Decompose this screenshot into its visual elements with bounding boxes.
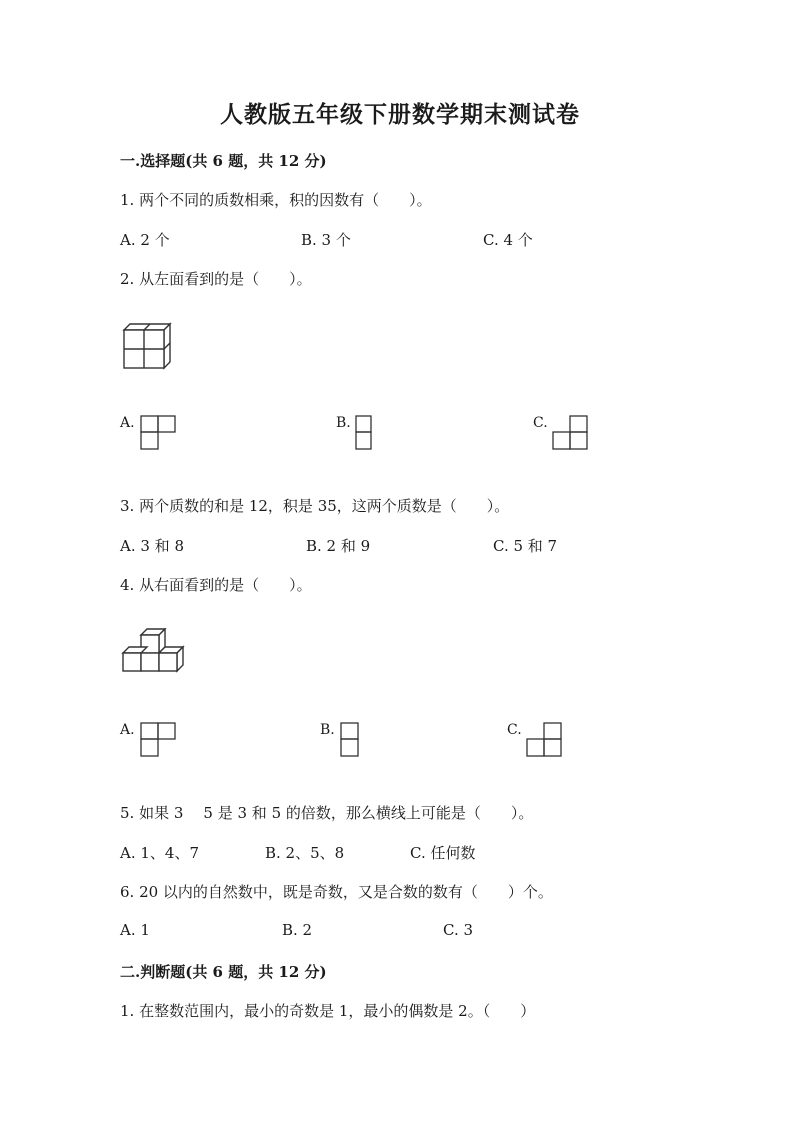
question-4: 4. 从右面看到的是（ ）。 — [120, 576, 312, 594]
cube-pyramid-figure — [120, 628, 188, 678]
q1-option-a[interactable]: A. 2 个 — [120, 231, 170, 249]
q2-cube-figure — [120, 320, 172, 372]
question-1: 1. 两个不同的质数相乘，积的因数有（ ）。 — [120, 191, 432, 209]
question-5 — [120, 802, 533, 823]
q4-option-c[interactable]: C. — [507, 722, 567, 762]
q2-option-b[interactable]: B. — [336, 415, 386, 455]
section-heading-judgement: 二.判断题(共 6 题，共 12 分) — [120, 963, 327, 981]
q5-option-a[interactable]: A. 1、4、7 — [120, 844, 199, 862]
q5-option-c[interactable]: C. 任何数 — [410, 844, 476, 862]
question-3: 3. 两个质数的和是 12，积是 35，这两个质数是（ ）。 — [120, 497, 510, 515]
q5-option-b[interactable]: B. 2、5、8 — [265, 844, 345, 862]
q6-option-b[interactable]: B. 2 — [282, 921, 313, 939]
q2-option-a[interactable]: A. — [120, 415, 180, 455]
q2-option-c-shape — [552, 415, 588, 451]
question-5-text-after: 5 是 3 和 5 的倍数，那么横线上可能是（ ）。 — [203, 804, 534, 822]
q4-option-a-shape — [140, 722, 176, 758]
q2-option-b-shape — [355, 415, 373, 451]
question-2: 2. 从左面看到的是（ ）。 — [120, 270, 312, 288]
q4-option-b-shape — [340, 722, 360, 758]
q4-option-a[interactable]: A. — [120, 722, 180, 762]
judgement-question-1: 1. 在整数范围内，最小的奇数是 1，最小的偶数是 2。（ ） — [120, 1002, 536, 1020]
q6-option-c[interactable]: C. 3 — [443, 921, 474, 939]
q4-option-b[interactable]: B. — [320, 722, 370, 762]
q1-option-c[interactable]: C. 4 个 — [483, 231, 533, 249]
section-heading-choice: 一.选择题(共 6 题，共 12 分) — [120, 152, 327, 170]
q1-option-b[interactable]: B. 3 个 — [301, 231, 351, 249]
page-title: 人教版五年级下册数学期末测试卷 — [220, 101, 580, 128]
q6-option-a[interactable]: A. 1 — [120, 921, 150, 939]
q3-option-b[interactable]: B. 2 和 9 — [306, 537, 371, 555]
q3-option-a[interactable]: A. 3 和 8 — [120, 537, 184, 555]
question-6: 6. 20 以内的自然数中，既是奇数，又是合数的数有（ ）个。 — [120, 883, 553, 901]
q4-option-c-shape — [526, 722, 562, 758]
q4-cube-figure — [120, 628, 188, 678]
q3-option-c[interactable]: C. 5 和 7 — [493, 537, 558, 555]
q2-option-c[interactable]: C. — [533, 415, 593, 455]
cube-stack-2x2-figure — [120, 320, 172, 372]
q2-option-a-shape — [140, 415, 176, 451]
question-5-text-before: 5. 如果 3 — [120, 804, 184, 822]
